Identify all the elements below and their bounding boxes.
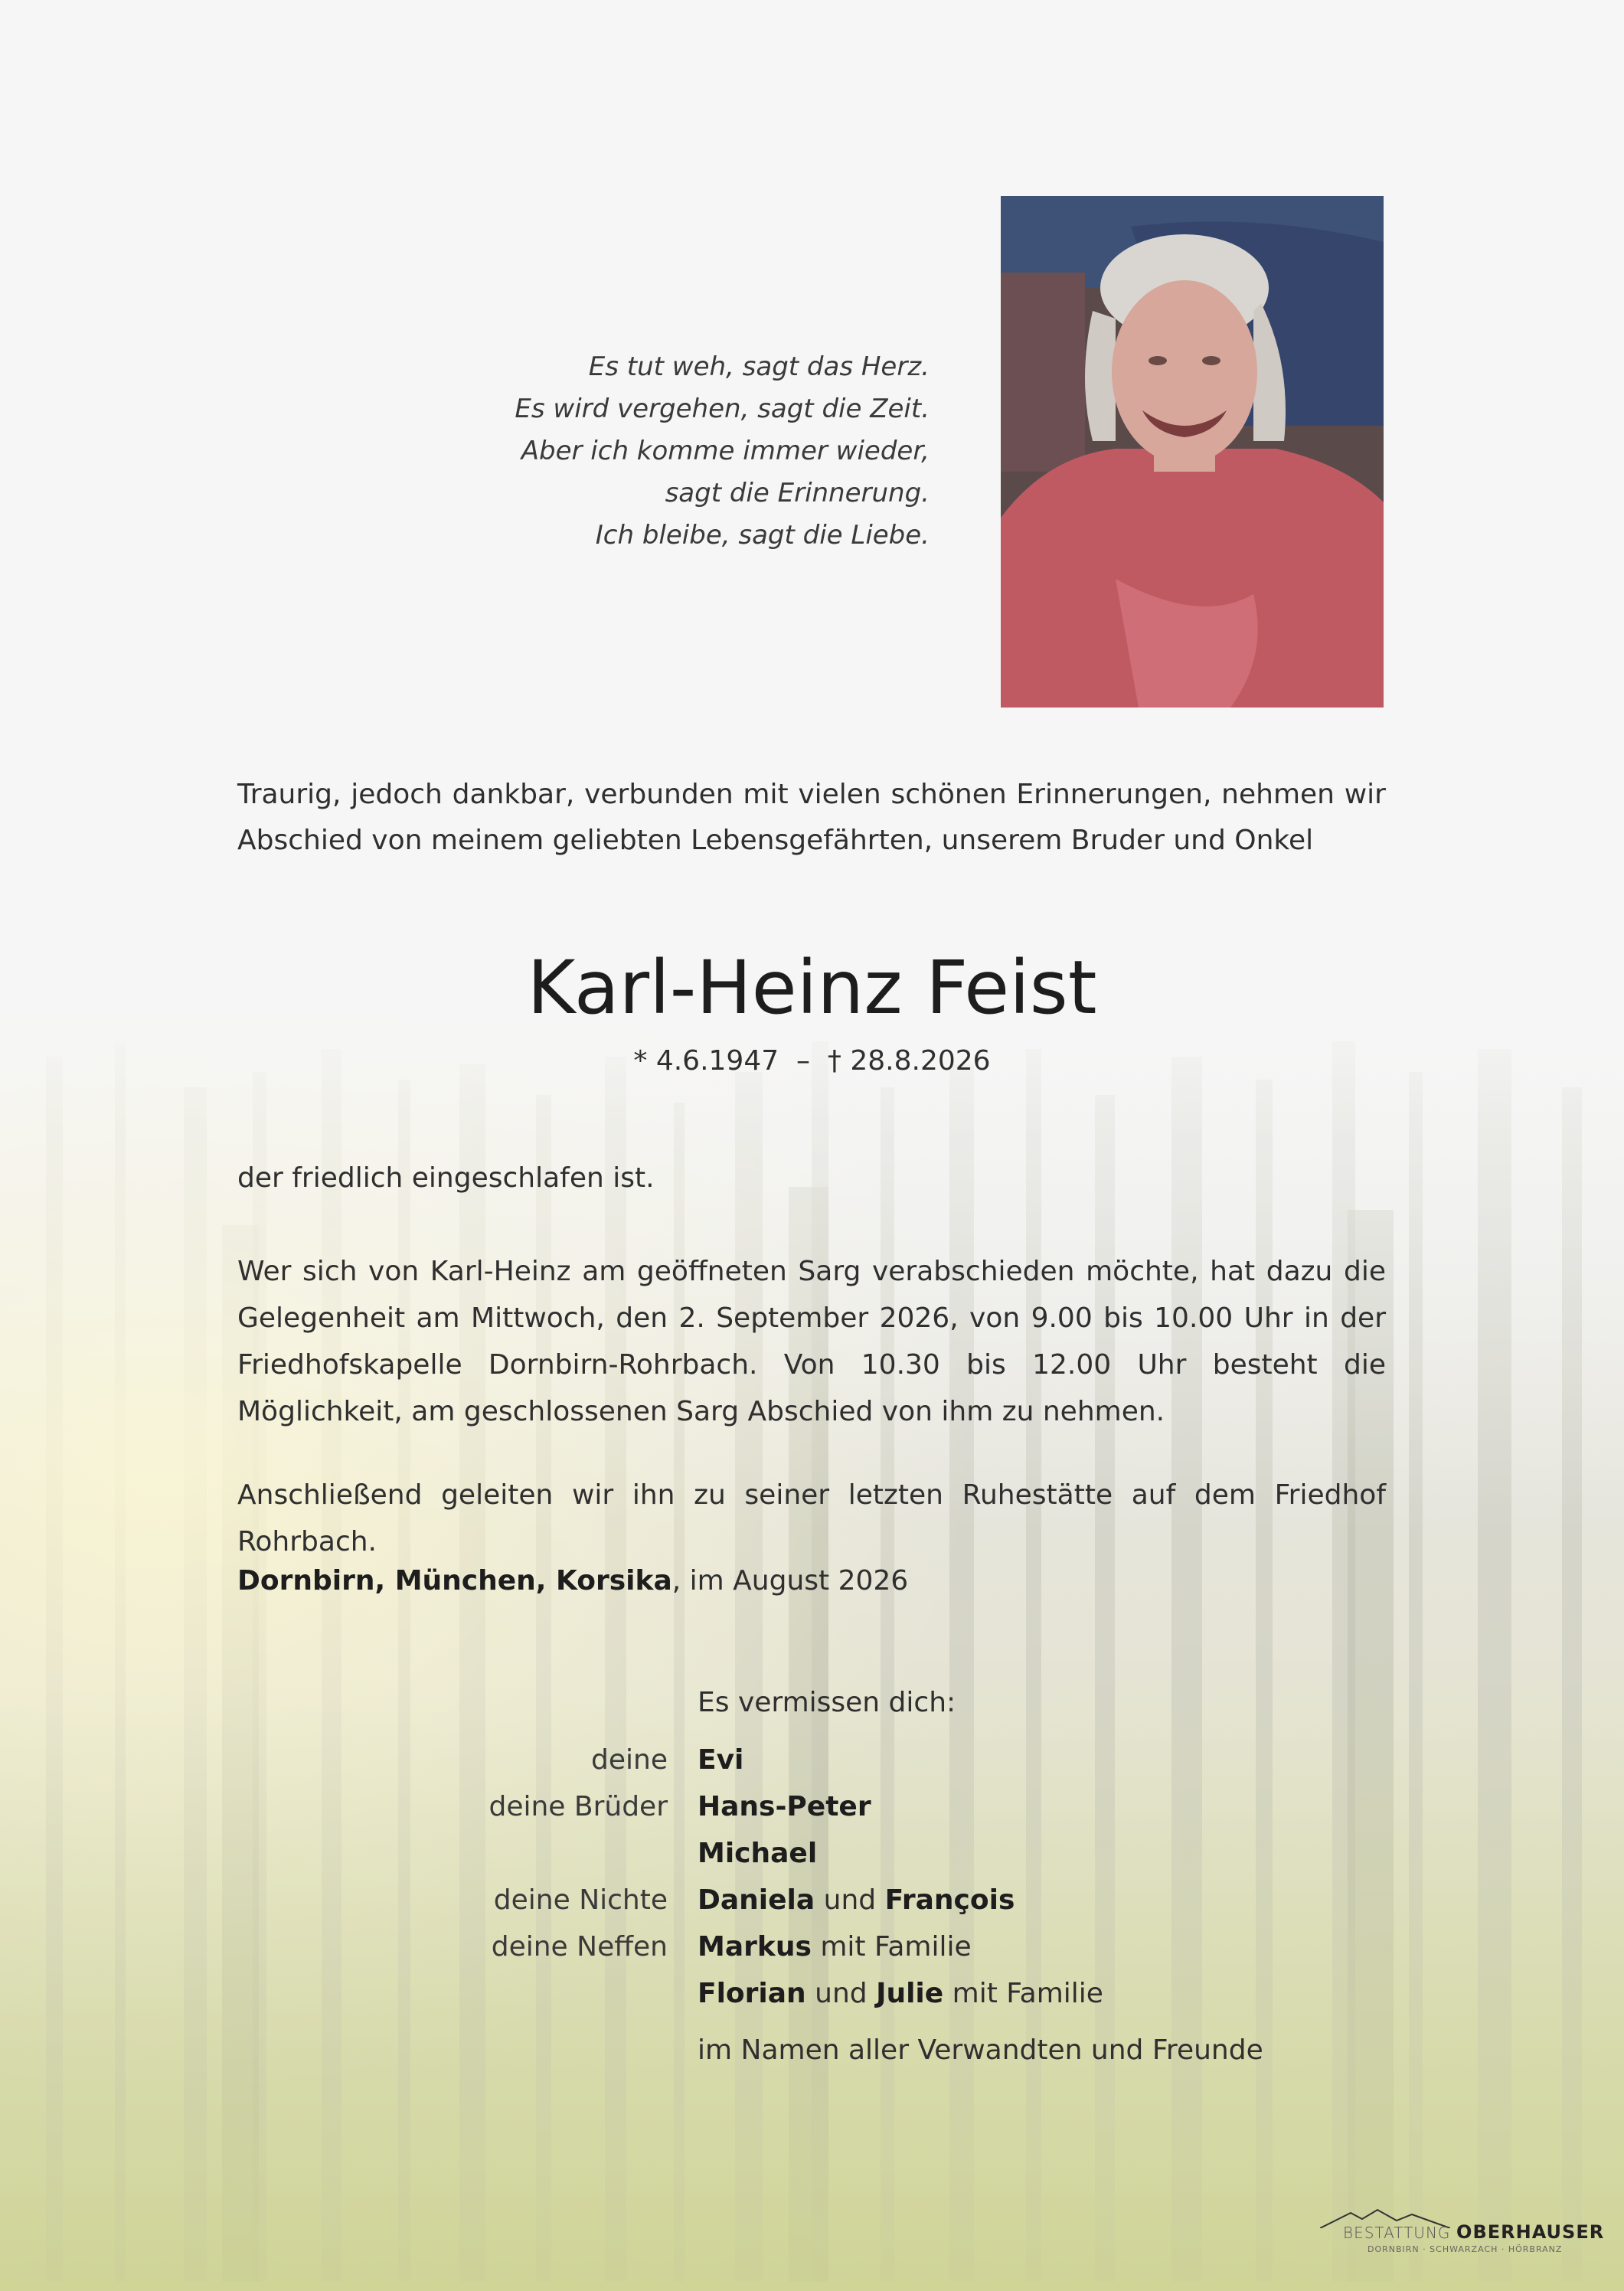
- intro-text: Traurig, jedoch dankbar, verbunden mit vielen schönen Erinnerungen, nehmen wir Abschied von meinem geliebten Lebensgefährten, unserem Bruder und Onkel: [237, 779, 1386, 856]
- mourner-row: [0, 1877, 1624, 1923]
- logo-brand: OBERHAUSER: [1456, 2221, 1605, 2243]
- mourner-row: [0, 1783, 1624, 1830]
- mourners-title: Es vermissen dich:: [698, 1687, 956, 1718]
- mourner-names: [698, 1830, 817, 1877]
- mourner-name: Markus: [698, 1931, 812, 1963]
- mourner-names: [698, 1970, 1103, 2017]
- mourner-name: Evi: [698, 1744, 744, 1776]
- life-dates: * 4.6.1947 – † 28.8.2026: [633, 1045, 991, 1077]
- mourner-row: [0, 1970, 1624, 2017]
- portrait-illustration: [1001, 196, 1384, 708]
- portrait-photo: [1001, 196, 1384, 708]
- mourner-connector: mit Familie: [943, 1978, 1103, 2009]
- mourner-relation: deine: [591, 1744, 668, 1776]
- quote-line: Es wird vergehen, sagt die Zeit.: [515, 394, 930, 424]
- mourner-relation: deine Brüder: [489, 1791, 668, 1822]
- mourner-name: Hans-Peter: [698, 1791, 871, 1822]
- logo-prefix: BESTATTUNG: [1343, 2224, 1451, 2242]
- mourner-row: [0, 1830, 1624, 1877]
- mourner-name: Julie: [876, 1978, 944, 2009]
- mourner-names: [698, 1877, 1015, 1923]
- mourner-connector: und: [815, 1884, 885, 1916]
- mourner-name: Florian: [698, 1978, 806, 2009]
- mourner-names: [698, 1737, 743, 1783]
- quote-line: sagt die Erinnerung.: [665, 478, 930, 508]
- paragraph-viewing: Wer sich von Karl-Heinz am geöffneten Sarg verabschieden möchte, hat dazu die Gelegenheit am Mittwoch, den 2. September 2026, von 9.00 bis 10.00 Uhr in der Friedhofskapelle Dornbirn-Rohrbach. Von 10.30 bis 12.00 Uhr besteht die Möglichkeit, am geschlossenen Sarg Abschied von ihm zu nehmen.: [237, 1256, 1386, 1427]
- mourner-name: Michael: [698, 1838, 818, 1869]
- place-date-suffix: , im August 2026: [671, 1565, 909, 1597]
- place-names: Dornbirn, München, Korsika: [237, 1565, 672, 1597]
- logo-text: [1343, 2221, 1604, 2244]
- mourner-row: [0, 1923, 1624, 1970]
- quote-line: Ich bleibe, sagt die Liebe.: [595, 520, 930, 551]
- deceased-name: Karl-Heinz Feist: [527, 945, 1097, 1031]
- mourner-connector: und: [805, 1978, 877, 2009]
- mourner-row: [0, 1737, 1624, 1783]
- place-date-line: [237, 1557, 1386, 1604]
- mourner-relation: deine Nichte: [493, 1884, 668, 1916]
- mourner-names: [698, 1923, 972, 1970]
- mourner-names: [698, 1783, 871, 1830]
- mourner-relation: deine Neffen: [491, 1931, 668, 1963]
- mourner-connector: mit Familie: [811, 1931, 972, 1963]
- quote-line: Aber ich komme immer wieder,: [521, 436, 930, 466]
- mourner-name: Daniela: [698, 1884, 815, 1916]
- funeral-home-logo: [1314, 2202, 1605, 2263]
- poem-quote: [429, 346, 930, 557]
- paragraph-burial: Anschließend geleiten wir ihn zu seiner letzten Ruhestätte auf dem Friedhof Rohrbach.: [237, 1479, 1386, 1557]
- mourners-closing: im Namen aller Verwandten und Freunde: [698, 2034, 1263, 2066]
- quote-line: Es tut weh, sagt das Herz.: [588, 351, 930, 382]
- paragraph-passed: der friedlich eingeschlafen ist.: [237, 1162, 655, 1194]
- logo-locations: DORNBIRN · SCHWARZACH · HÖRBRANZ: [1367, 2244, 1563, 2254]
- mourner-name: François: [884, 1884, 1015, 1916]
